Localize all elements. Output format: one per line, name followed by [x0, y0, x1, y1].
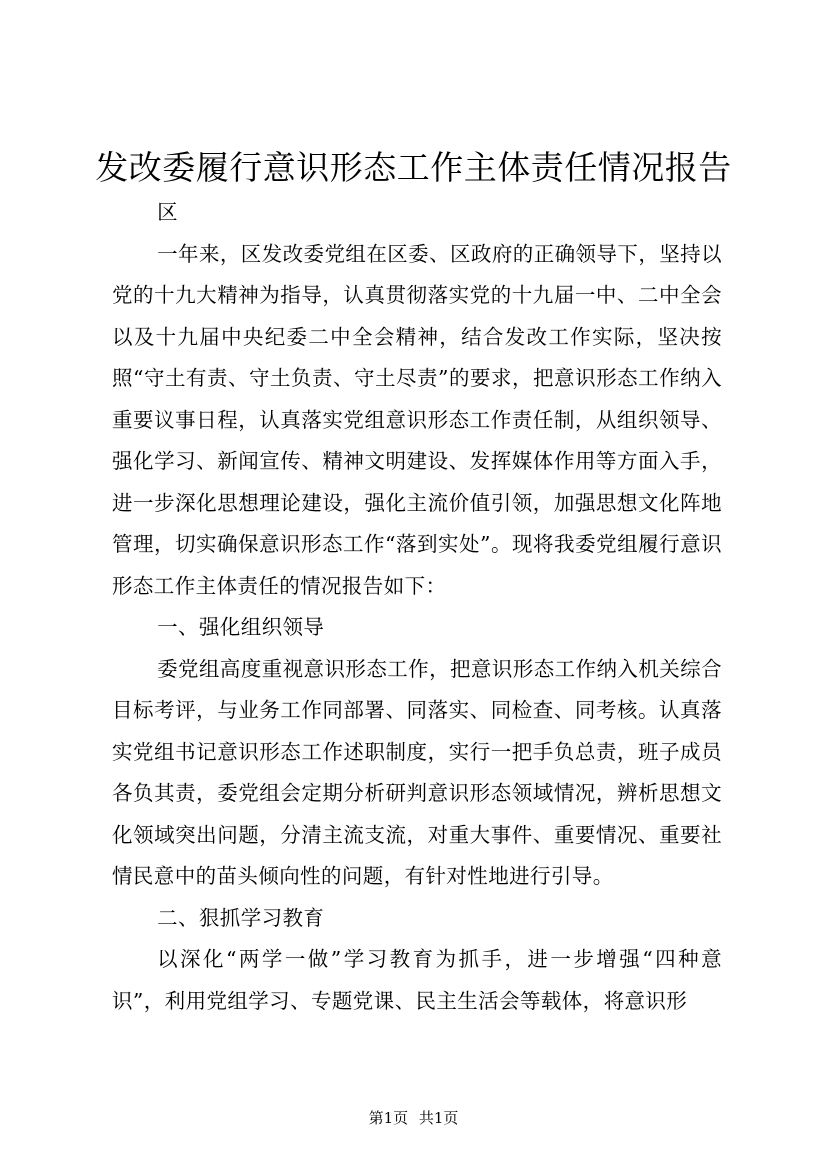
intro-paragraph: 一年来，区发改委党组在区委、区政府的正确领导下，坚持以党的十九大精神为指导，认真贯彻落实党的十九届一中、二中全会以及十九届中央纪委二中全会精神，结合发改工作实际，坚决按照“守土有责、守土负责、守土尽责”的要求，把意识形态工作纳入重要议事日程，认真落实党组意识形态工作责任制，从组织领导、强化学习、新闻宣传、精神文明建设、发挥媒体作用等方面入手，进一步深化思想理论建设，强化主流价值引领，加强思想文化阵地管理，切实确保意识形态工作“落到实处”。现将我委党组履行意识形态工作主体责任的情况报告如下：	[112, 241, 722, 598]
salutation-paragraph: 区	[157, 200, 178, 224]
page-number: 第1页	[368, 1109, 409, 1127]
section-heading-2: 二、狠抓学习教育	[157, 905, 325, 930]
section-1-paragraph: 委党组高度重视意识形态工作，把意识形态工作纳入机关综合目标考评，与业务工作同部署、同落实、同检查、同考核。认真落实党组书记意识形态工作述职制度，实行一把手负总责，班子成员各负其责，委党组会定期分析研判意识形态领域情况，辨析思想文化领域突出问题，分清主流支流，对重大事件、重要情况、重要社情民意中的苗头倾向性的问题，有针对性地进行引导。	[112, 656, 722, 888]
document-title: 发改委履行意识形态工作主体责任情况报告	[95, 148, 732, 187]
section-2-paragraph: 以深化“两学一做”学习教育为抓手，进一步增强“四种意识”，利用党组学习、专题党课、民主生活会等载体，将意识形	[112, 947, 722, 1013]
page-total: 共1页	[418, 1109, 459, 1127]
page-footer	[0, 1108, 827, 1128]
section-heading-1: 一、强化组织领导	[157, 615, 325, 639]
document-body	[112, 192, 722, 1022]
